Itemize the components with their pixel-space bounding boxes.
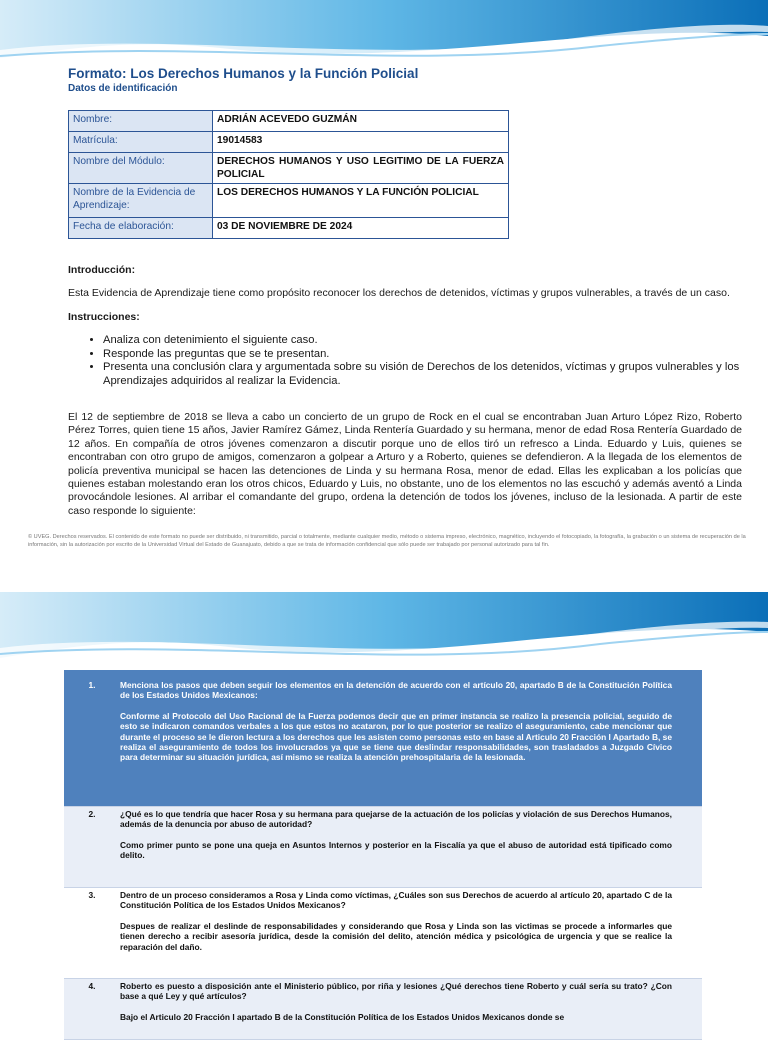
question-row [64,807,702,888]
value-nombre: ADRIÁN ACEVEDO GUZMÁN [213,111,509,132]
question-text: Roberto es puesto a disposición ante el Ministerio público, por riña y lesiones ¿Qué derechos tiene Roberto y cuál sería su trato? ¿Con base a qué Ley y qué artículos? [120,981,672,1002]
label-matricula: Matrícula: [69,132,213,153]
question-content [120,888,702,978]
question-row [64,979,702,1040]
question-row [64,670,702,807]
question-content [120,979,702,1039]
question-number: 3. [88,890,96,900]
section-subtitle: Datos de identificación [68,83,178,94]
question-text: ¿Qué es lo que tendría que hacer Rosa y su hermana para quejarse de la actuación de los policías y violación de sus Derechos Humanos, además de la denuncia por abuso de autoridad? [120,809,672,830]
label-modulo: Nombre del Módulo: [69,153,213,184]
value-modulo: DERECHOS HUMANOS Y USO LEGITIMO DE LA FUERZA POLICIAL [213,153,509,184]
wave-graphic [0,0,768,64]
question-number: 2. [88,809,96,819]
header-wave-banner [0,0,768,64]
page-separator [0,578,768,592]
question-text: Dentro de un proceso consideramos a Rosa y Linda como víctimas, ¿Cuáles son sus Derechos de acuerdo al artículo 20, apartado C de la Constitución Política de los Estados Unidos Mexicanos? [120,890,672,911]
copyright-notice: © UVEG. Derechos reservados. El contenido de este formato no puede ser distribuido, ni transmitido, parcial o totalmente, mediante cualquier medio, método o sistema impreso, electrónico, magnético, incluyendo el fotocopiado, la fotografía, la grabación o un sistema de recuperación de la información, sin la autorización por escrito de la Universidad Virtual del Estado de Guanajuato, debido a que se trata de información confidencial que sólo puede ser trabajado por personal autorizado para tal fin. [28,534,746,548]
intro-heading: Introducción: [68,264,136,276]
wave-graphic [0,592,768,664]
question-number: 1. [88,680,96,690]
table-row [69,111,509,132]
answer-text: Conforme al Protocolo del Uso Racional de la Fuerza podemos decir que en primer instancia se realizo la presencia policial, seguido de esto se indicaron comandos verbales a los que estos no acataron, por lo que posterior se realizo el aseguramiento, cabe mencionar que durante el proceso se le dieron lectura a los derechos que les asisten como personas esto en base al Articulo 20 Fracción I Apartado B, se realiza el aseguramiento de todos los involucrados ya que se tiene que deslindar responsabilidades, son trasladados a Juzgado Cívico para determinar su situación jurídica, así mismo se realiza la atención prehospitalaria de la lesionada. [120,710,672,763]
value-matricula: 19014583 [213,132,509,153]
value-fecha: 03 DE NOVIEMBRE DE 2024 [213,218,509,239]
questions-table [64,670,702,1040]
question-row [64,888,702,979]
table-row [69,153,509,184]
table-row [69,218,509,239]
answer-text: Bajo el Articulo 20 Fracción I apartado B de la Constitución Política de los Estados Unidos Mexicanos donde se [120,1011,565,1022]
question-text: Menciona los pasos que deben seguir los elementos en la detención de acuerdo con el artículo 20, apartado B de la Constitución Política de los Estados Unidos Mexicanos: [120,680,672,701]
question-content [120,807,702,887]
question-number: 4. [88,981,96,991]
label-fecha: Fecha de elaboración: [69,218,213,239]
label-nombre: Nombre: [69,111,213,132]
answer-text: Despues de realizar el deslinde de responsabilidades y considerando que Rosa y Linda son las victimas se procede a informarles que tienen derecho a recibir asesoría jurídica, desde la comisión del delito, atención médica y psicológica de urgencia y que se realice la reparación del daño. [120,920,672,952]
value-evidencia: LOS DERECHOS HUMANOS Y LA FUNCIÓN POLICIAL [213,184,509,218]
list-item: • Analiza con detenimiento el siguiente caso. [103,334,768,348]
list-item: • Presenta una conclusión clara y argumentada sobre su visión de Derechos de los detenidos, víctimas y grupos vulnerables y los Aprendizajes adquiridos al realizar la Evidencia. [103,361,768,388]
identification-table [68,110,509,239]
label-evidencia: Nombre de la Evidencia de Aprendizaje: [69,184,213,218]
intro-text: Esta Evidencia de Aprendizaje tiene como propósito reconocer los derechos de detenidos, víctimas y grupos vulnerables, a través de un caso. [68,287,730,299]
document-title: Formato: Los Derechos Humanos y la Función Policial [68,66,419,81]
question-content [120,670,702,806]
table-row [69,132,509,153]
header-wave-banner [0,592,768,664]
instructions-list [68,334,768,388]
list-item: • Responde las preguntas que se te presentan. [103,348,768,362]
answer-text: Como primer punto se pone una queja en Asuntos Internos y posterior en la Fiscalía ya que el abuso de autoridad está tipificado como delito. [120,839,672,861]
case-text: El 12 de septiembre de 2018 se lleva a cabo un concierto de un grupo de Rock en el cual se encontraban Juan Arturo López Rizo, Roberto Pérez Torres, quien tiene 15 años, Javier Ramírez Gámez, Linda Rentería Guardado y su hermana, menor de edad Rosa Rentería Guardado de 12 años. En compañía de otros jóvenes comenzaron a discutir porque uno de ellos tiró un refresco a Linda. Eduardo y Luis, quienes se encontraban con otro grupo de amigos, comenzaron a golpear a Arturo y a Roberto, quienes se defendieron. A la llegada de los elementos de policía preventiva municipal se hacen las detenciones de Linda y su hermana Rosa, menor de edad. Ellas les explicaban a los policías que quienes estaban molestando eran los otros chicos, Eduardo y Luis, no obstante, uno de los elementos no las escuchó y además aventó a Linda provocándole lesiones. Al arribar el comandante del grupo, ordena la detención de todos los jóvenes, incluso de la lesionada. A partir de este caso responde lo siguiente: [68,411,742,517]
instructions-heading: Instrucciones: [68,311,140,323]
table-row [69,184,509,218]
